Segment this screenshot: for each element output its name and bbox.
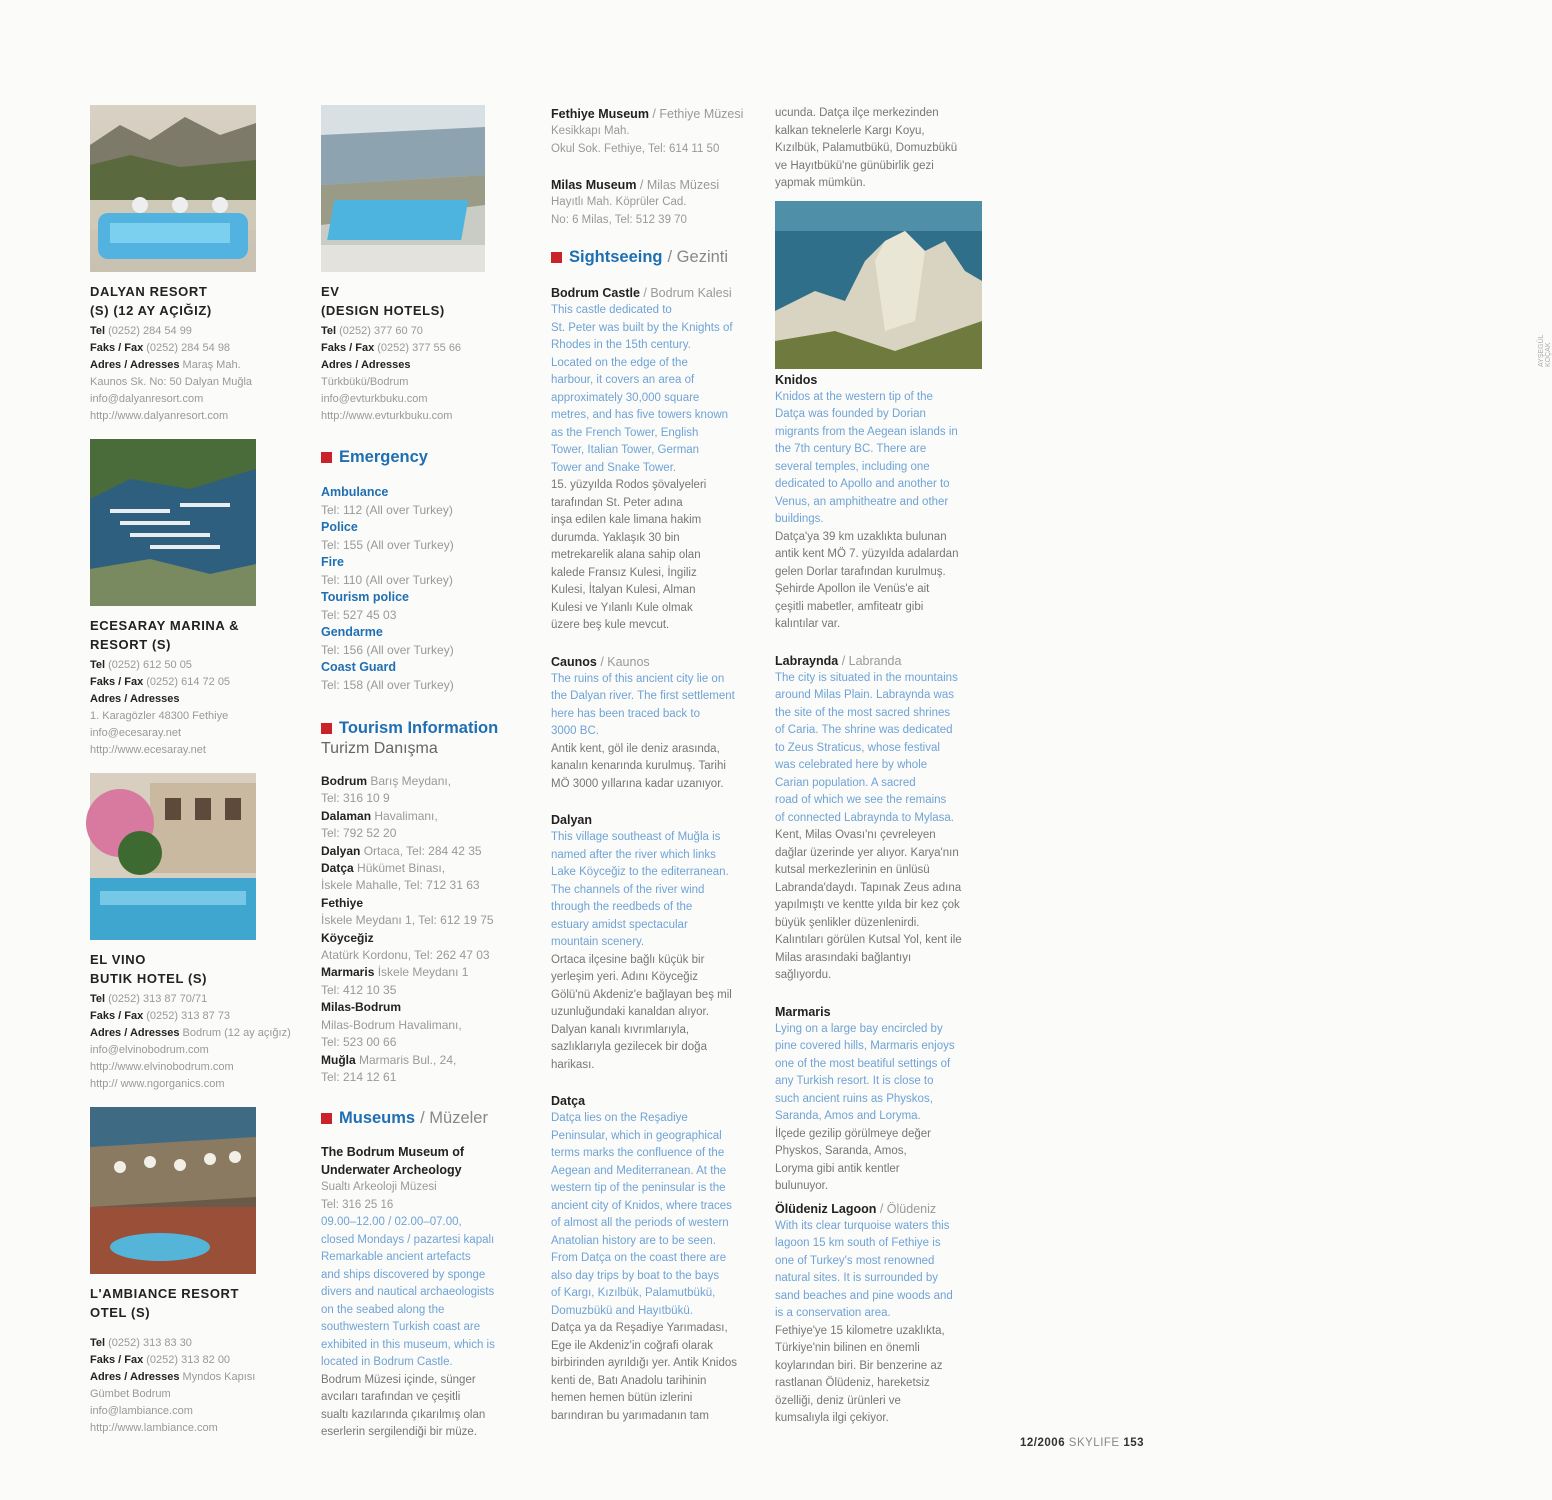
red-square-icon bbox=[551, 252, 562, 263]
website-link[interactable]: http://www.evturkbuku.com bbox=[321, 410, 453, 422]
marmaris-entry: Marmaris Lying on a large bay encircled by pine covered hills, Marmaris enjoys one of the most beatiful settings of any Turkish resort. It is close to such ancient ruins as Physkos, Saranda, Amos and Loryma. İlçede gezilip görülmeye değer Physkos, Saranda, Amos, Loryma gibi antik kentler bulunuyor. bbox=[775, 1004, 955, 1192]
el-vino-hotel-photo bbox=[90, 773, 256, 940]
hotel-name: ECESARAY MARINA & RESORT (S) bbox=[90, 618, 240, 652]
hotel-name: EL VINO BUTIK HOTEL (S) bbox=[90, 952, 208, 986]
website-link[interactable]: http:// www.ngorganics.com bbox=[90, 1078, 225, 1090]
website-link[interactable]: http://www.lambiance.com bbox=[90, 1422, 218, 1434]
ecesaray-marina-photo bbox=[90, 439, 256, 606]
website-link[interactable]: http://www.elvinobodrum.com bbox=[90, 1061, 234, 1073]
oludeniz-lagoon-entry: Ölüdeniz Lagoon / Ölüdeniz With its clear turquoise waters this lagoon 15 km south of Fethiye is one of Turkey's most renowned natural sites. It is surrounded by sand beaches and pine woods and is a conservation area. Fethiye'ye 15 kilometre uzaklıkta, Türkiye'nin bilinen en önemli koylarından biri. Bir benzerine az rastlanan Ölüdeniz, hareketsiz özelliği, deniz ürünleri ve kumsalıyla ilgi çekiyor. bbox=[775, 1201, 953, 1424]
email-link[interactable]: info@elvinobodrum.com bbox=[90, 1044, 209, 1056]
hotel-name: EV (DESIGN HOTELS) bbox=[321, 284, 445, 318]
page-footer: 12/2006 SKYLIFE 153 bbox=[1020, 1437, 1144, 1449]
hotel-entry: ECESARAY MARINA & RESORT (S) Tel (0252) 612 50 05 Faks / Fax (0252) 614 72 05 Adres / Adresses 1. Karagözler 48300 Fethiye info@ecesaray.net http://www.ecesaray.net bbox=[90, 616, 275, 759]
milas-museum-entry: Milas Museum / Milas Müzesi Hayıtlı Mah. Köprüler Cad. No: 6 Milas, Tel: 512 39 70 bbox=[551, 178, 720, 226]
bodrum-castle-entry: Bodrum Castle / Bodrum Kalesi This castle dedicated to St. Peter was built by the Knights of Rhodes in the 15th century. Located on the edge of the harbour, it covers an area of approximately 30,000 square metres, and has five towers known as the French Tower, English Tower, Italian Tower, German Tower and Snake Tower. 15. yüzyılda Rodos şövalyeleri tarafından St. Peter adına inşa edilen kale limana hakim durumda. Yaklaşık 30 bin metrekarelik alana sahip olan kalede Fransız Kulesi, İngiliz Kulesi, İtalyan Kulesi, Alman Kulesi ve Yılanlı Kule olmak üzere beş kule mevcut. bbox=[551, 286, 733, 631]
red-square-icon bbox=[321, 723, 332, 734]
museums-sightseeing-column bbox=[551, 105, 763, 1425]
tourism-information-section: Tourism Information Turizm Danışma Bodrum Barış Meydanı, Tel: 316 10 9 Dalaman Havalimanı, Tel: 792 52 20 Dalyan Ortaca, Tel: 284 42 35 Datça Hükümet Binası, İskele Mahalle, Tel: 712 31 63 Fethiye İskele Meydanı 1, Tel: 612 19 75 Köyceğiz Atatürk Kordonu, Tel: 262 47 03 Marmaris İskele Meydanı 1 Tel: 412 10 35 Milas-Bodrum Milas-Bodrum Havalimanı, Tel: 523 00 66 Muğla Marmaris Bul., 24, Tel: 214 12 61 bbox=[321, 718, 526, 1086]
caunos-entry: Caunos / Kaunos The ruins of this ancient city lie on the Dalyan river. The first settlement here has been traced back to 3000 BC. Antik kent, göl ile deniz arasında, kanalın kenarında kurulmuş. Tarihi MÖ 3000 yıllarına kadar uzanıyor. bbox=[551, 654, 735, 790]
sightseeing-column-2 bbox=[775, 105, 1552, 1428]
emergency-heading: Emergency bbox=[321, 447, 526, 468]
lambiance-resort-photo bbox=[90, 1107, 256, 1274]
hotel-entry: L'AMBIANCE RESORT OTEL (S) Tel (0252) 313 83 30 Faks / Fax (0252) 313 82 00 Adres / Adresses Myndos Kapısı Gümbet Bodrum info@lambiance.com http://www.lambiance.com bbox=[90, 1284, 275, 1437]
sightseeing-heading: Sightseeing / Gezinti bbox=[551, 247, 763, 268]
hotels-column bbox=[90, 105, 291, 1437]
tourism-information-heading: Tourism Information bbox=[321, 718, 526, 739]
knidos-photo bbox=[775, 201, 982, 369]
email-link[interactable]: info@lambiance.com bbox=[90, 1405, 193, 1417]
hotel-name: DALYAN RESORT (S) (12 AY AÇIĞIZ) bbox=[90, 284, 212, 318]
hotel-entry: EV (DESIGN HOTELS) Tel (0252) 377 60 70 Faks / Fax (0252) 377 55 66 Adres / Adresses Türkbükü/Bodrum info@evturkbuku.com http://www.evturkbuku.com bbox=[321, 282, 526, 425]
hotel-entry: EL VINO BUTIK HOTEL (S) Tel (0252) 313 87 70/71 Faks / Fax (0252) 313 87 73 Adres / Adresses Bodrum (12 ay açığız) info@elvinobodrum.com http://www.elvinobodrum.com http:// www.ngorganics.com bbox=[90, 950, 275, 1093]
email-link[interactable]: info@evturkbuku.com bbox=[321, 393, 428, 405]
museums-section: Museums / Müzeler The Bodrum Museum of Underwater Archeology Sualtı Arkeoloji Müzesi Tel: 316 25 16 09.00–12.00 / 02.00–07.00, closed Mondays / pazartesi kapalı Remarkable ancient artefacts and ships discovered by sponge divers and nautical archaeologists on the seabed along the southwestern Turkish coast are exhibited in this museum, which is located in Bodrum Castle. Bodrum Müzesi içinde, sünger avcıları tarafından ve çeşitli sualtı kazılarında çıkarılmış olan eserlerin sergilendiği bir müze. bbox=[321, 1108, 526, 1442]
datca-continued: ucunda. Datça ilçe merkezinden kalkan teknelerle Kargı Koyu, Kızılbük, Palamutbükü, Domuzbükü ve Hayıtbükü'ne günübirlik gezi yapmak mümkün. bbox=[775, 107, 958, 189]
datca-entry: Datça Datça lies on the Reşadiye Peninsular, which in geographical terms marks the confluence of the Aegean and Mediterranean. At the western tip of the peninsular is the ancient city of Knidos, where traces of almost all the periods of western Anatolian history are to be seen. From Datça on the coast there are also day trips by boat to the bays of Kargı, Kızılbük, Palamutbükü, Domuzbükü and Hayıtbükü. Datça ya da Reşadiye Yarımadası, Ege ile Akdeniz'in coğrafi olarak birbirinden ayrıldığı yer. Antik Knidos kenti de, Batı Anadolu tarihinin hemen hemen bütün izlerini barındıran bu yarımadanın tam bbox=[551, 1094, 738, 1422]
ev-design-hotel-photo bbox=[321, 105, 485, 272]
website-link[interactable]: http://www.ecesaray.net bbox=[90, 744, 206, 756]
hotel-name: L'AMBIANCE RESORT OTEL (S) bbox=[90, 1286, 240, 1320]
museums-heading: Museums / Müzeler bbox=[321, 1108, 526, 1129]
email-link[interactable]: info@dalyanresort.com bbox=[90, 393, 204, 405]
website-link[interactable]: http://www.dalyanresort.com bbox=[90, 410, 229, 422]
dalyan-entry: Dalyan This village southeast of Muğla is named after the river which links Lake Köyceğiz to the editerranean. The channels of the river wind through the reedbeds of the estuary amidst spectacular mountain scenery. Ortaca ilçesine bağlı küçük bir yerleşim yeri. Adını Köyceğiz Gölü'nü Akdeniz'e bağlayan beş mil uzunluğundaki kanaldan alıyor. Dalyan kanalı kıvrımlarıyla, sazlıklarıyla gezilecek bir doğa harikası. bbox=[551, 813, 732, 1071]
red-square-icon bbox=[321, 452, 332, 463]
red-square-icon bbox=[321, 1113, 332, 1124]
photo-credit: AYŞEGÜL KOÇAK bbox=[1538, 334, 1552, 367]
info-column bbox=[321, 105, 526, 1442]
fethiye-museum-entry: Fethiye Museum / Fethiye Müzesi Kesikkapı Mah. Okul Sok. Fethiye, Tel: 614 11 50 bbox=[551, 107, 744, 155]
dalyan-resort-photo bbox=[90, 105, 256, 272]
email-link[interactable]: info@ecesaray.net bbox=[90, 727, 182, 739]
emergency-section: Emergency Ambulance Tel: 112 (All over Turkey) Police Tel: 155 (All over Turkey) Fire Tel: 110 (All over Turkey) Tourism police Tel: 527 45 03 Gendarme Tel: 156 (All over Turkey) Coast Guard Tel: 158 (All over Turkey) bbox=[321, 447, 526, 694]
labraynda-entry: Labraynda / Labranda The city is situated in the mountains around Milas Plain. Labraynda was the site of the most sacred shrines of Caria. The shrine was dedicated to Zeus Straticus, whose festival was celebrated here by whole Carian population. A sacred road of which we see the remains of connected Labraynda to Mylasa. Kent, Milas Ovası'nı çevreleyen dağlar üzerinde yer alıyor. Karya'nın kutsal merkezlerinin en ünlüsü Labranda'daydı. Tapınak Zeus adına yapılmıştı ve kentte yılda bir kez çok büyük şenlikler düzenlenirdi. Kalıntıları görülen Kutsal Yol, kent ile Milas arasındaki bağlantıyı sağlıyordu. bbox=[775, 653, 962, 981]
knidos-entry: Knidos Knidos at the western tip of the Datça was founded by Dorian migrants from the Aegean islands in the 7th century BC. There are several temples, including one dedicated to Apollo and another to Venus, an amphitheatre and other buildings. Datça'ya 39 km uzaklıkta bulunan antik kent MÖ 7. yüzyılda adalardan gelen Dorlar tarafından kurulmuş. Şehirde Apollon ile Venüs'e ait çeşitli mabetler, amfiteatr gibi kalıntılar var. bbox=[775, 372, 959, 630]
hotel-entry: DALYAN RESORT (S) (12 AY AÇIĞIZ) Tel (0252) 284 54 99 Faks / Fax (0252) 284 54 98 Adres / Adresses Maraş Mah. Kaunos Sk. No: 50 Dalyan Muğla info@dalyanresort.com http://www.dalyanresort.com bbox=[90, 282, 275, 425]
